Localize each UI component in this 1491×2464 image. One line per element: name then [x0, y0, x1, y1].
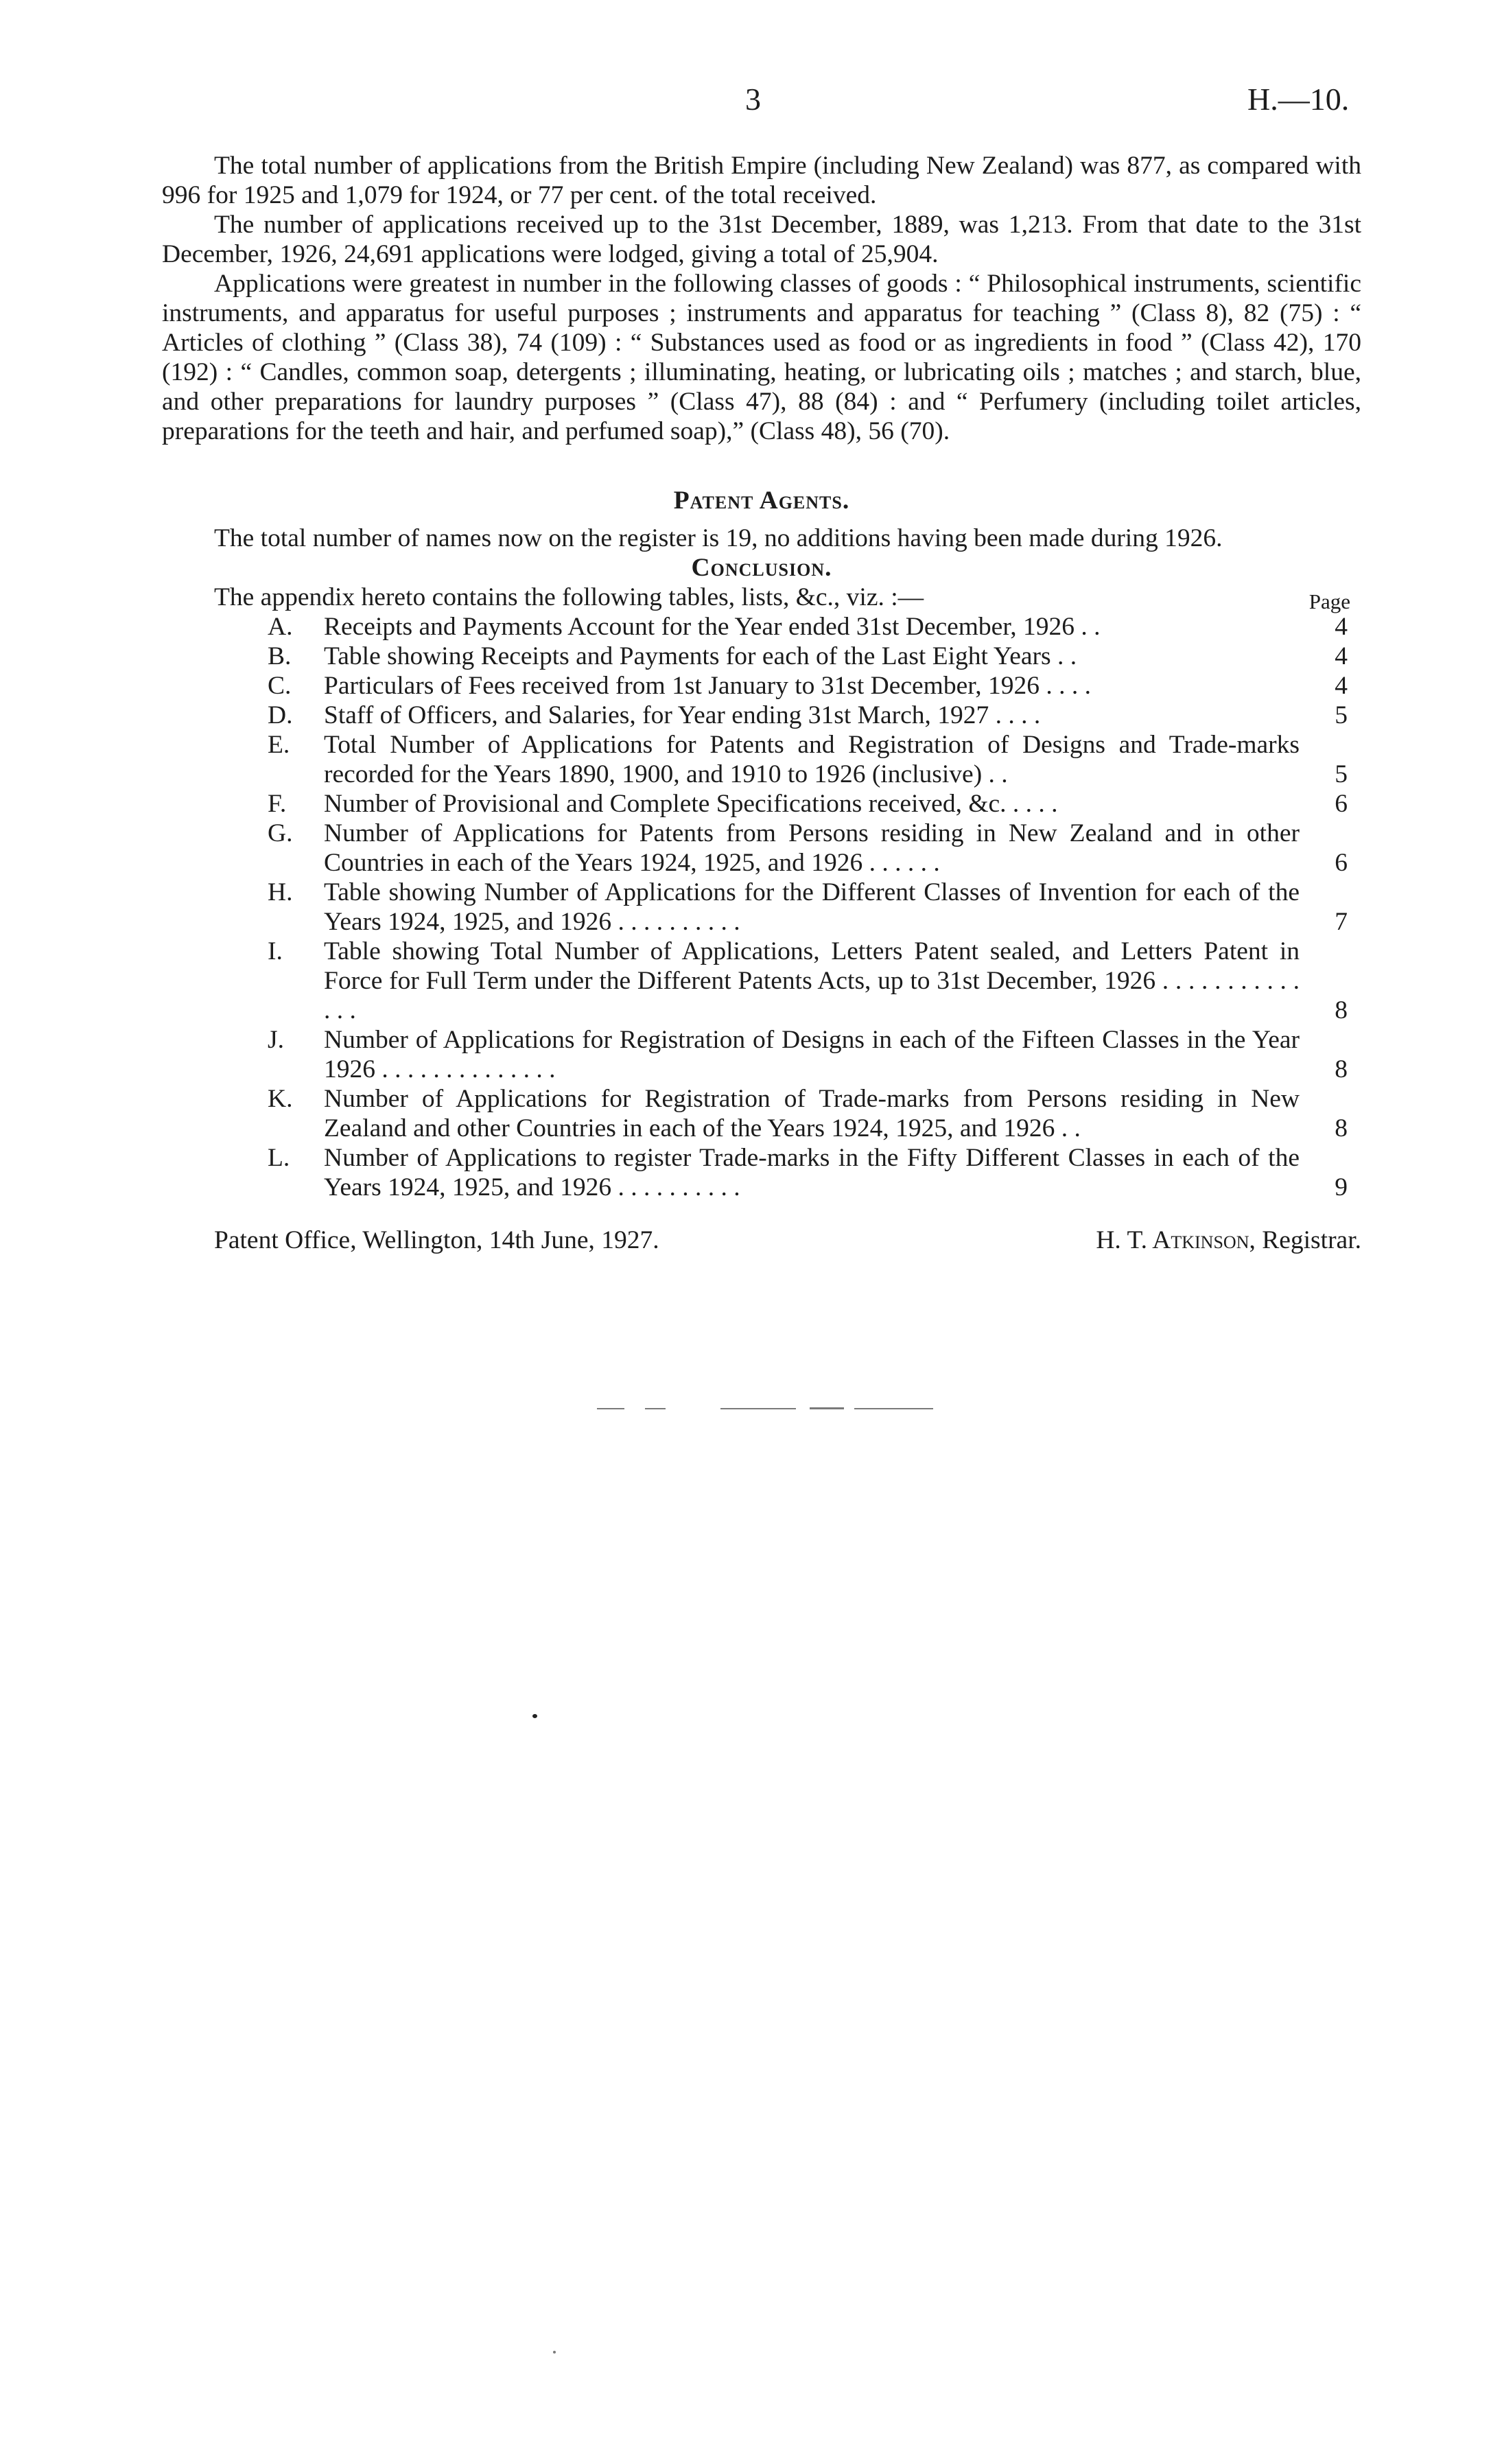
scan-artifact-line: [597, 1408, 624, 1409]
appendix-intro-row: [162, 583, 1361, 612]
scan-artifact-line: [720, 1408, 796, 1409]
registrar-name: H. T. Atkinson: [1096, 1226, 1249, 1254]
appendix-description: Total Number of Applications for Patents and Registration of Designs and Trade-marks recorded for the Years 1890, 1900, and 1910 to 1926 (inclusive) . .: [324, 731, 1300, 788]
appendix-intro: The appendix hereto contains the following tables, lists, &c., viz. :—: [214, 583, 924, 611]
scan-artifact-line: [645, 1408, 666, 1409]
signature-block: [162, 1225, 1361, 1255]
appendix-letter: A.: [268, 613, 293, 641]
appendix-page: 5: [1335, 701, 1348, 729]
appendix-description: Table showing Receipts and Payments for each of the Last Eight Years . .: [324, 642, 1077, 670]
registrar-signature: [1096, 1225, 1361, 1255]
appendix-item-f: [162, 789, 1361, 819]
scan-artifact-line: [810, 1407, 844, 1409]
patent-agents-heading: Patent Agents.: [673, 486, 850, 515]
appendix-item-g: [162, 819, 1361, 878]
appendix-description: Number of Applications for Patents from Persons residing in New Zealand and in other Countries in each of the Years 1924, 1925, and 1926 . . . . . .: [324, 819, 1300, 877]
appendix-letter: F.: [268, 790, 287, 818]
appendix-description: Particulars of Fees received from 1st January to 31st December, 1926 . . . .: [324, 672, 1091, 700]
appendix-item-j: [162, 1025, 1361, 1084]
paragraph-classes-of-goods: Applications were greatest in number in the following classes of goods : “ Philosophical instruments, scientific instruments, and apparatus for useful purposes ; instruments and apparatus for teaching ” (Class 8), 82 (75) : “ Articles of clothing ” (Class 38), 74 (109) : “ Substances used as food or as ingredients in food ” (Class 42), 170 (192) : “ Candles, common soap, detergents ; illuminating, heating, or lubricating oils ; matches ; and starch, blue, and other preparations for laundry purposes ” (Class 47), 88 (84) : and “ Perfumery (including toilet articles, preparations for the teeth and hair, and perfumed soap),” (Class 48), 56 (70).: [162, 270, 1361, 445]
appendix-item-l: [162, 1143, 1361, 1202]
appendix-page: 7: [1335, 908, 1348, 936]
appendix-page: 8: [1335, 1114, 1348, 1142]
appendix-page: 4: [1335, 672, 1348, 700]
appendix-item-a: [162, 612, 1361, 642]
appendix-item-h: [162, 878, 1361, 937]
appendix-letter: H.: [268, 878, 293, 906]
paragraph-total-applications: The number of applications received up to the 31st December, 1889, was 1,213. From that date to the 31st December, 1926, 24,691 applications were lodged, giving a total of 25,904.: [162, 211, 1361, 268]
appendix-item-b: [162, 642, 1361, 671]
scan-artifact-dot: [553, 2351, 556, 2354]
appendix-letter: J.: [268, 1026, 284, 1054]
appendix-letter: C.: [268, 672, 292, 700]
scan-artifact-dot: [532, 1714, 537, 1718]
appendix-item-c: [162, 671, 1361, 701]
document-body: [162, 151, 1361, 1255]
appendix-item-e: [162, 730, 1361, 789]
appendix-page: 4: [1335, 642, 1348, 670]
appendix-letter: L.: [268, 1144, 290, 1172]
place-and-date: Patent Office, Wellington, 14th June, 1927.: [214, 1226, 659, 1254]
appendix-description: Receipts and Payments Account for the Year ended 31st December, 1926 . .: [324, 613, 1101, 641]
appendix-page: 6: [1335, 849, 1348, 877]
document-reference: H.—10.: [1247, 82, 1350, 117]
appendix-page: 4: [1335, 613, 1348, 641]
patent-agents-text: The total number of names now on the register is 19, no additions having been made during 1926.: [214, 524, 1223, 552]
appendix-description: Number of Applications for Registration of Trade-marks from Persons residing in New Zealand and other Countries in each of the Years 1924, 1925, and 1926 . .: [324, 1085, 1300, 1142]
appendix-page: 6: [1335, 790, 1348, 818]
scan-artifact-line: [854, 1408, 933, 1409]
appendix-description: Table showing Number of Applications for the Different Classes of Invention for each of the Years 1924, 1925, and 1926 . . . . . . . . . .: [324, 878, 1300, 936]
appendix-page: 9: [1335, 1173, 1348, 1201]
appendix-letter: I.: [268, 937, 283, 965]
appendix-page: 8: [1335, 1055, 1348, 1083]
appendix-letter: B.: [268, 642, 292, 670]
appendix-description: Number of Applications to register Trade-marks in the Fifty Different Classes in each of the Years 1924, 1925, and 1926 . . . . . . . . . .: [324, 1144, 1300, 1201]
page-number: 3: [745, 82, 761, 117]
appendix-page: 8: [1335, 996, 1348, 1024]
appendix-item-d: [162, 701, 1361, 730]
appendix-page: 5: [1335, 760, 1348, 788]
appendix-list: [162, 612, 1361, 1202]
conclusion-heading: Conclusion.: [691, 554, 832, 582]
appendix-letter: G.: [268, 819, 293, 847]
appendix-description: Number of Provisional and Complete Specifications received, &c. . . . .: [324, 790, 1058, 818]
appendix-description: Table showing Total Number of Applications, Letters Patent sealed, and Letters Patent in Force for Full Term under the Different Patents Acts, up to 31st December, 1926 . . . . . . . . . . . . . .: [324, 937, 1300, 1024]
appendix-letter: D.: [268, 701, 293, 729]
appendix-item-k: [162, 1084, 1361, 1143]
registrar-title: , Registrar.: [1249, 1226, 1361, 1254]
paragraph-british-empire: The total number of applications from the British Empire (including New Zealand) was 877, as compared with 996 for 1925 and 1,079 for 1924, or 77 per cent. of the total received.: [162, 152, 1361, 209]
page-column-header: Page: [1308, 589, 1350, 613]
appendix-description: Number of Applications for Registration of Designs in each of the Fifteen Classes in the Year 1926 . . . . . . . . . . . . . .: [324, 1026, 1300, 1083]
appendix-letter: K.: [268, 1085, 293, 1113]
appendix-description: Staff of Officers, and Salaries, for Year ending 31st March, 1927 . . . .: [324, 701, 1041, 729]
appendix-item-i: [162, 937, 1361, 1025]
appendix-letter: E.: [268, 731, 290, 759]
